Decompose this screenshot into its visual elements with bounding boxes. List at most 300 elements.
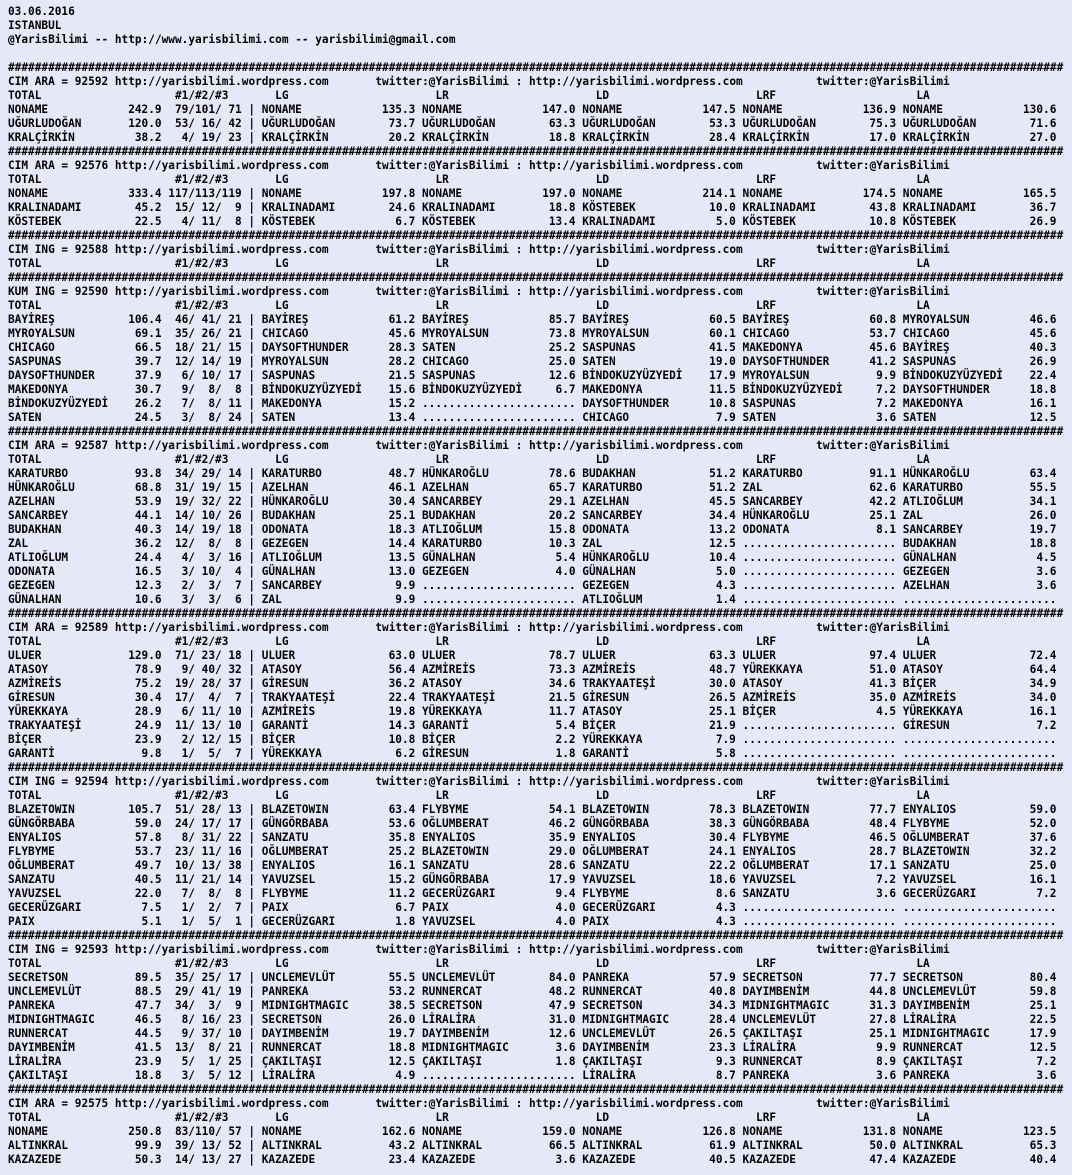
section-header-la: LA — [916, 299, 930, 312]
slash: / — [215, 873, 222, 886]
section-score: 1.8 — [555, 1055, 576, 1068]
placing-count: 9 — [235, 201, 242, 214]
section-score: 24.6 — [388, 201, 416, 214]
section-score: 25.1 — [869, 1027, 897, 1040]
horse-name: GÜNGÖRBABA — [261, 817, 329, 830]
horse-name: NONAME — [582, 1125, 623, 1138]
section-cell-lg — [262, 705, 422, 719]
horse-name: ENYALIOS — [422, 831, 476, 844]
race-block — [8, 271, 1063, 425]
section-cell-la — [903, 691, 1063, 705]
section-score: 13.5 — [388, 551, 416, 564]
slash: / — [188, 467, 195, 480]
section-score: 64.4 — [1029, 663, 1057, 676]
section-score: 130.6 — [1022, 103, 1057, 116]
placing-count: 11 — [201, 705, 215, 718]
section-score: 59.8 — [1029, 985, 1057, 998]
section-cell-la — [903, 1125, 1063, 1139]
section-score: 61.9 — [709, 1139, 736, 1152]
placing-count: 8 — [181, 831, 189, 844]
section-cell-lr — [422, 355, 582, 369]
total-cell — [8, 971, 262, 985]
section-cell-ld — [582, 873, 742, 887]
section-header-lrf: LRF — [756, 299, 777, 312]
total-cell — [8, 1069, 262, 1083]
horse-name: LİRALİRA — [742, 1041, 796, 1054]
empty-filler: ....................... — [422, 1069, 576, 1082]
section-score: 41.3 — [869, 677, 897, 690]
slash: / — [215, 131, 222, 144]
section-score: 22.4 — [388, 691, 416, 704]
section-score: 13.0 — [388, 565, 416, 578]
section-score: 73.8 — [548, 327, 576, 340]
horse-name: GÜNALHAN — [902, 551, 957, 564]
placing-count: 1 — [208, 1055, 215, 1068]
column-divider: | — [248, 915, 256, 928]
race-site-line — [8, 159, 1063, 173]
section-score: 34.0 — [1029, 691, 1057, 704]
column-divider: | — [248, 397, 256, 410]
slash: / — [188, 481, 195, 494]
section-score: 12.6 — [548, 369, 576, 382]
section-score: 36.2 — [388, 677, 416, 690]
horse-name: KRALÇİRKİN — [582, 131, 650, 144]
section-score: 13.2 — [709, 523, 736, 536]
horse-name: HÜNKAROĞLU — [742, 509, 810, 522]
section-cell-lrf — [743, 1055, 903, 1069]
section-score: 60.5 — [709, 313, 736, 326]
section-cell-la — [903, 397, 1063, 411]
horse-name: UNCLEMEVLÜT — [261, 971, 336, 984]
column-divider: | — [248, 1153, 256, 1166]
colon-separator: : — [515, 621, 523, 634]
total-score: 37.9 — [134, 369, 162, 382]
section-score: 18.8 — [1029, 537, 1057, 550]
colon-separator: : — [515, 439, 523, 452]
table-row — [8, 831, 1063, 845]
table-row — [8, 733, 1063, 747]
total-cell — [8, 187, 262, 201]
section-cell-lr — [422, 383, 582, 397]
section-score: 63.0 — [388, 649, 416, 662]
section-cell-lr — [422, 901, 582, 915]
section-score: 34.9 — [1029, 677, 1057, 690]
site-url: http://yarisbilimi.wordpress.com — [114, 1097, 329, 1110]
section-cell-la — [903, 565, 1063, 579]
horse-name: OĞLUMBERAT — [742, 859, 810, 872]
section-cell-la — [903, 859, 1063, 873]
section-cell-ld — [582, 859, 742, 873]
section-cell-lrf — [743, 579, 903, 593]
section-cell-la — [903, 831, 1063, 845]
placing-count: 9 — [181, 663, 189, 676]
section-cell-lr — [422, 1041, 582, 1055]
placing-count: 19 — [201, 523, 215, 536]
table-row — [8, 1041, 1063, 1055]
section-cell-ld — [582, 523, 742, 537]
section-cell-lg — [262, 397, 422, 411]
placing-count: 16 — [228, 845, 242, 858]
site-url: http://yarisbilimi.wordpress.com — [114, 75, 329, 88]
placing-count: 17 — [228, 971, 242, 984]
placing-count: 5 — [181, 1055, 189, 1068]
horse-name: ATLIOĞLUM — [902, 495, 963, 508]
twitter-handle: twitter:@YarisBilimi — [816, 439, 950, 452]
placing-count: 8 — [208, 411, 215, 424]
blank-line — [8, 47, 1063, 61]
section-cell-lg — [262, 915, 422, 929]
horse-name: ZAL — [8, 537, 29, 550]
horse-name: UNCLEMEVLÜT — [902, 985, 977, 998]
table-row — [8, 1055, 1063, 1069]
counts-header: #1/#2/#3 — [174, 453, 229, 466]
section-score: 11.2 — [388, 887, 416, 900]
slash: / — [188, 117, 195, 130]
slash: / — [215, 887, 222, 900]
column-divider: | — [248, 565, 256, 578]
placing-count: 17 — [228, 369, 242, 382]
horse-name: BİNDOKUZYÜZYEDİ — [902, 369, 1003, 382]
section-score: 197.8 — [381, 187, 416, 200]
total-header: TOTAL — [8, 635, 42, 648]
horse-name: GÜNGÖRBABA — [582, 817, 650, 830]
total-cell — [8, 733, 262, 747]
horse-name: ENYALIOS — [582, 831, 636, 844]
section-score: 17.9 — [709, 369, 736, 382]
section-cell-la — [903, 1139, 1063, 1153]
total-score: 30.4 — [134, 691, 162, 704]
column-divider: | — [248, 313, 256, 326]
section-score: 25.2 — [548, 341, 576, 354]
section-score: 27.0 — [1029, 131, 1057, 144]
horse-name: ATASOY — [8, 663, 49, 676]
slash: / — [215, 201, 222, 214]
total-cell — [8, 481, 262, 495]
section-header-la: LA — [916, 1111, 930, 1124]
horse-name: SASPUNAS — [582, 341, 636, 354]
section-cell-lrf — [743, 677, 903, 691]
placing-count: 14 — [174, 1153, 189, 1166]
horse-name: KAZAZEDE — [422, 1153, 476, 1166]
section-score: 60.1 — [709, 327, 736, 340]
section-cell-lrf — [743, 649, 903, 663]
horse-name: NONAME — [8, 103, 49, 116]
horse-name: NONAME — [8, 187, 49, 200]
horse-name: ZAL — [902, 509, 923, 522]
column-divider: | — [248, 817, 256, 830]
column-divider: | — [248, 691, 256, 704]
slash: / — [215, 719, 222, 732]
horse-name: ZAL — [582, 537, 603, 550]
placing-count: 32 — [228, 663, 242, 676]
race-label: CIM ARA = 92589 — [8, 621, 109, 634]
placing-count: 19 — [201, 131, 215, 144]
twitter-handle: twitter:@YarisBilimi — [816, 1097, 950, 1110]
horse-name: BİÇER — [422, 733, 456, 746]
section-cell-la — [903, 719, 1063, 733]
section-cell-lr — [422, 341, 582, 355]
twitter-handle: twitter:@YarisBilimi — [375, 775, 509, 788]
section-score: 19.8 — [388, 705, 416, 718]
table-row — [8, 481, 1063, 495]
horse-name: MYROYALSUN — [261, 355, 329, 368]
horse-name: NONAME — [742, 1125, 783, 1138]
section-cell-lr — [422, 117, 582, 131]
horse-name: DAYSOFTHUNDER — [742, 355, 830, 368]
horse-name: KRALINADAMI — [422, 201, 496, 214]
slash: / — [215, 481, 222, 494]
section-score: 40.4 — [1029, 1153, 1057, 1166]
column-divider: | — [248, 873, 256, 886]
section-score: 85.7 — [548, 313, 576, 326]
horse-name: UĞURLUDOĞAN — [902, 117, 977, 130]
horse-name: KAZAZEDE — [261, 1153, 316, 1166]
section-header-ld: LD — [595, 453, 610, 466]
slash: / — [188, 901, 195, 914]
horse-name: GECERÜZGARI — [582, 901, 656, 914]
total-score: 89.5 — [134, 971, 162, 984]
horse-name: RUNNERCAT — [582, 985, 643, 998]
placing-count: 53 — [174, 117, 189, 130]
section-score: 159.0 — [542, 1125, 576, 1138]
slash: / — [215, 1153, 222, 1166]
site-url: http://yarisbilimi.wordpress.com — [114, 439, 329, 452]
slash: / — [215, 649, 222, 662]
colon-separator: : — [515, 775, 523, 788]
placing-count: 11 — [201, 845, 215, 858]
section-cell-la — [903, 901, 1063, 915]
section-score: 7.2 — [876, 873, 897, 886]
section-cell-lrf — [743, 817, 903, 831]
section-cell-ld — [582, 915, 742, 929]
section-cell-la — [903, 803, 1063, 817]
section-header-lg: LG — [275, 1111, 289, 1124]
horse-name: KRALÇİRKİN — [742, 131, 810, 144]
section-cell-la — [903, 817, 1063, 831]
section-header-lg: LG — [275, 635, 289, 648]
twitter-handle: twitter:@YarisBilimi — [375, 285, 509, 298]
section-cell-lg — [262, 313, 422, 327]
section-score: 44.8 — [869, 985, 897, 998]
horse-name: MYROYALSUN — [742, 369, 810, 382]
section-header-la: LA — [916, 89, 930, 102]
section-score: 9.9 — [395, 593, 416, 606]
section-score: 26.9 — [1029, 215, 1057, 228]
section-cell-la — [903, 103, 1063, 117]
total-cell — [8, 999, 262, 1013]
total-score: 53.9 — [134, 495, 162, 508]
total-score: 12.3 — [134, 579, 162, 592]
total-cell — [8, 691, 262, 705]
section-cell-ld — [582, 537, 742, 551]
column-divider: | — [248, 551, 256, 564]
section-score: 13.4 — [548, 215, 576, 228]
placing-count: 42 — [228, 117, 242, 130]
slash: / — [215, 1027, 222, 1040]
section-score: 12.5 — [1029, 1041, 1057, 1054]
horse-name: OĞLUMBERAT — [902, 831, 970, 844]
horse-name: GÜNGÖRBABA — [742, 817, 810, 830]
section-cell-lg — [262, 187, 422, 201]
horse-name: BLAZETOWIN — [582, 803, 650, 816]
section-score: 34.6 — [548, 677, 576, 690]
horse-name: FLYBYME — [582, 887, 630, 900]
section-score: 162.6 — [381, 1125, 416, 1138]
placing-count: 31 — [201, 831, 215, 844]
section-cell-ld — [582, 397, 742, 411]
slash: / — [188, 131, 195, 144]
horse-name: BİNDOKUZYÜZYEDİ — [582, 369, 683, 382]
section-score: 26.5 — [709, 691, 736, 704]
section-score: 9.3 — [715, 1055, 736, 1068]
horse-name: ATASOY — [902, 663, 943, 676]
horse-name: MAKEDONYA — [8, 383, 69, 396]
section-score: 63.3 — [709, 649, 736, 662]
section-cell-lr — [422, 1153, 582, 1167]
placing-count: 37 — [228, 677, 242, 690]
placing-count: 6 — [235, 593, 242, 606]
horse-name: GEZEGEN — [422, 565, 469, 578]
horse-name: HÜNKAROĞLU — [261, 495, 329, 508]
total-score: 99.9 — [134, 1139, 162, 1152]
section-score: 23.3 — [709, 1041, 736, 1054]
placing-count: 12 — [174, 355, 189, 368]
section-score: 16.1 — [388, 859, 416, 872]
section-cell-lg — [262, 1013, 422, 1027]
total-cell — [8, 649, 262, 663]
section-score: 22.5 — [1029, 1013, 1057, 1026]
total-cell — [8, 565, 262, 579]
section-score: 31.0 — [548, 1013, 576, 1026]
section-cell-lr — [422, 817, 582, 831]
placing-count: 10 — [201, 565, 215, 578]
horse-name: TRAKYAATEŞİ — [582, 677, 656, 690]
placing-count: 51 — [174, 803, 189, 816]
slash: / — [188, 593, 195, 606]
horse-name: ODONATA — [261, 523, 309, 536]
slash: / — [215, 663, 222, 676]
section-score: 13.4 — [388, 411, 416, 424]
horse-name: NONAME — [261, 103, 302, 116]
total-cell — [8, 397, 262, 411]
section-cell-lrf — [743, 1027, 903, 1041]
separator-line: ############################################################################################################################################################## — [8, 271, 1064, 284]
section-cell-lrf — [743, 467, 903, 481]
column-divider: | — [248, 411, 256, 424]
section-score: 7.2 — [1036, 1055, 1057, 1068]
race-report-document — [8, 5, 1063, 1167]
separator-line: ############################################################################################################################################################## — [8, 929, 1064, 942]
site-url: http://yarisbilimi.wordpress.com — [528, 775, 743, 788]
section-cell-lr — [422, 537, 582, 551]
horse-name: PAIX — [582, 915, 609, 928]
slash: / — [188, 411, 195, 424]
placing-count: 21 — [228, 327, 242, 340]
table-row — [8, 1069, 1063, 1083]
section-score: 4.3 — [715, 901, 736, 914]
slash: / — [188, 691, 195, 704]
section-cell-la — [903, 579, 1063, 593]
section-score: 3.6 — [555, 1041, 576, 1054]
horse-name: KAZAZEDE — [742, 1153, 796, 1166]
race-block — [8, 929, 1063, 1083]
slash: / — [188, 341, 195, 354]
section-header-lg: LG — [275, 299, 289, 312]
horse-name: GİRESUN — [582, 691, 630, 704]
section-cell-lr — [422, 845, 582, 859]
race-site-line — [8, 439, 1063, 453]
section-score: 6.7 — [395, 901, 416, 914]
section-score: 47.9 — [548, 999, 576, 1012]
horse-name: KRALÇİRKİN — [261, 131, 329, 144]
section-score: 2.2 — [555, 733, 576, 746]
horse-name: BAYİREŞ — [422, 313, 469, 326]
section-score: 53.3 — [709, 117, 736, 130]
section-score: 12.5 — [709, 537, 736, 550]
total-header: TOTAL — [8, 257, 42, 270]
table-row — [8, 397, 1063, 411]
section-cell-lr — [422, 1125, 582, 1139]
empty-filler: ....................... — [742, 551, 897, 564]
section-score: 3.6 — [876, 1069, 897, 1082]
slash: / — [215, 1139, 222, 1152]
horse-name: SANCARBEY — [582, 509, 643, 522]
placing-count: 16 — [201, 117, 215, 130]
slash: / — [188, 747, 195, 760]
total-cell — [8, 579, 262, 593]
slash: / — [188, 999, 195, 1012]
section-cell-lg — [262, 1069, 422, 1083]
horse-name: DAYIMBENİM — [8, 1041, 75, 1054]
total-score: 23.9 — [134, 733, 162, 746]
section-cell-lrf — [743, 831, 903, 845]
total-header: TOTAL — [8, 957, 42, 970]
total-score: 88.5 — [134, 985, 162, 998]
section-cell-lg — [262, 411, 422, 425]
section-score: 4.0 — [555, 901, 576, 914]
column-header-line — [8, 173, 1063, 187]
horse-name: BLAZETOWIN — [902, 845, 970, 858]
horse-name: PANREKA — [902, 1069, 950, 1082]
slash: / — [215, 915, 222, 928]
horse-name: GARANTİ — [8, 747, 55, 760]
slash: / — [188, 1027, 195, 1040]
section-score: 57.9 — [709, 971, 736, 984]
section-cell-la — [903, 733, 1063, 747]
horse-name: SANZATU — [8, 873, 55, 886]
section-cell-lrf — [743, 691, 903, 705]
twitter-handle: twitter:@YarisBilimi — [816, 775, 950, 788]
section-score: 136.9 — [862, 103, 897, 116]
horse-name: YÜREKKAYA — [742, 663, 803, 676]
slash: / — [215, 383, 222, 396]
section-cell-la — [903, 369, 1063, 383]
total-score: 26.2 — [134, 397, 162, 410]
table-row — [8, 1027, 1063, 1041]
section-score: 17.1 — [869, 859, 897, 872]
twitter-handle: twitter:@YarisBilimi — [375, 439, 509, 452]
horse-name: KÖSTEBEK — [902, 215, 957, 228]
twitter-handle: twitter:@YarisBilimi — [375, 621, 509, 634]
horse-name: BİÇER — [8, 733, 42, 746]
slash: / — [188, 677, 195, 690]
placing-count: 3 — [208, 551, 215, 564]
section-header-la: LA — [916, 635, 930, 648]
horse-name: CHICAGO — [422, 355, 469, 368]
section-score: 38.5 — [388, 999, 416, 1012]
empty-filler: ....................... — [902, 747, 1057, 760]
slash: / — [215, 1069, 222, 1082]
